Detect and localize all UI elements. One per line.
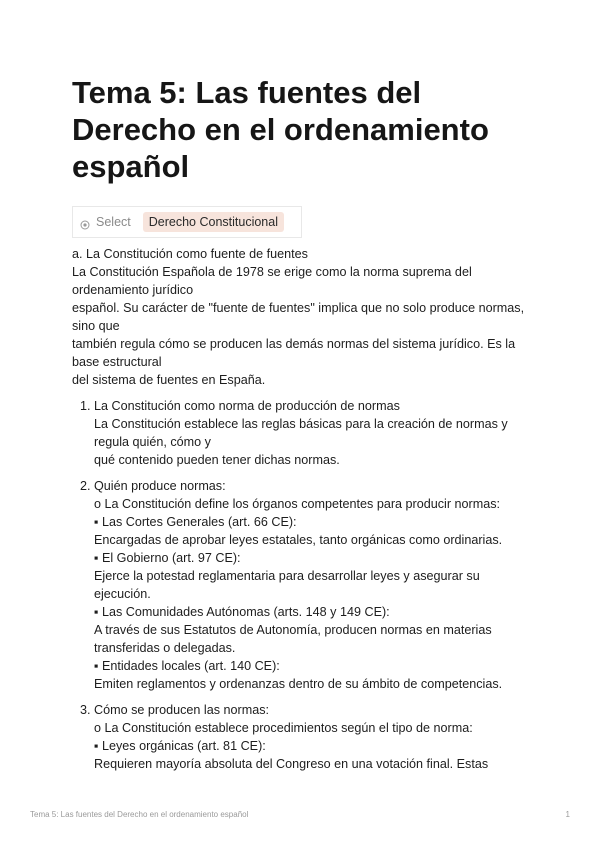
document-body [72,245,527,781]
numbered-list [72,397,527,773]
item-heading: 2. Quién produce normas: [94,479,226,493]
list-item [94,701,527,773]
item-line: ▪ Las Comunidades Autónomas (arts. 148 y 149 CE): [94,605,390,619]
page-number: 1 [565,810,570,819]
item-line: ▪ Entidades locales (art. 140 CE): [94,659,280,673]
item-line: A través de sus Estatutos de Autonomía, producen normas en materias transferidas o delegadas. [94,623,492,655]
item-line: qué contenido pueden tener dichas normas. [94,453,340,467]
intro-line: del sistema de fuentes en España. [72,373,266,387]
intro-heading: a. La Constitución como fuente de fuentes [72,247,308,261]
select-icon [80,217,90,227]
category-tag[interactable]: Derecho Constitucional [143,212,284,232]
item-line: Encargadas de aprobar leyes estatales, tanto orgánicas como ordinarias. [94,533,503,547]
item-line: Emiten reglamentos y ordenanzas dentro de su ámbito de competencias. [94,677,503,691]
intro-line: también regula cómo se producen las demás normas del sistema jurídico. Es la base estructural [72,337,516,369]
item-line: ▪ Leyes orgánicas (art. 81 CE): [94,739,266,753]
item-line: ▪ El Gobierno (art. 97 CE): [94,551,241,565]
item-line: La Constitución establece las reglas básicas para la creación de normas y regula quién, cómo y [94,417,508,449]
list-item [94,397,527,469]
footer-title: Tema 5: Las fuentes del Derecho en el ordenamiento español [30,810,249,819]
page-title: Tema 5: Las fuentes del Derecho en el ordenamiento español [72,75,489,184]
list-item [94,477,527,693]
property-row[interactable] [72,206,302,238]
intro-section [72,245,527,389]
item-heading: 1. La Constitución como norma de producción de normas [94,399,400,413]
item-line: Requieren mayoría absoluta del Congreso en una votación final. Estas [94,757,489,771]
item-line: o La Constitución define los órganos competentes para producir normas: [94,497,501,511]
property-label: Select [96,215,131,229]
item-line: Ejerce la potestad reglamentaria para desarrollar leyes y asegurar su ejecución. [94,569,480,601]
intro-line: La Constitución Española de 1978 se erige como la norma suprema del ordenamiento jurídico [72,265,472,297]
page-footer [30,810,570,819]
item-line: o La Constitución establece procedimientos según el tipo de norma: [94,721,473,735]
item-line: ▪ Las Cortes Generales (art. 66 CE): [94,515,297,529]
item-heading: 3. Cómo se producen las normas: [94,703,269,717]
intro-line: español. Su carácter de "fuente de fuentes" implica que no solo produce normas, sino que [72,301,525,333]
